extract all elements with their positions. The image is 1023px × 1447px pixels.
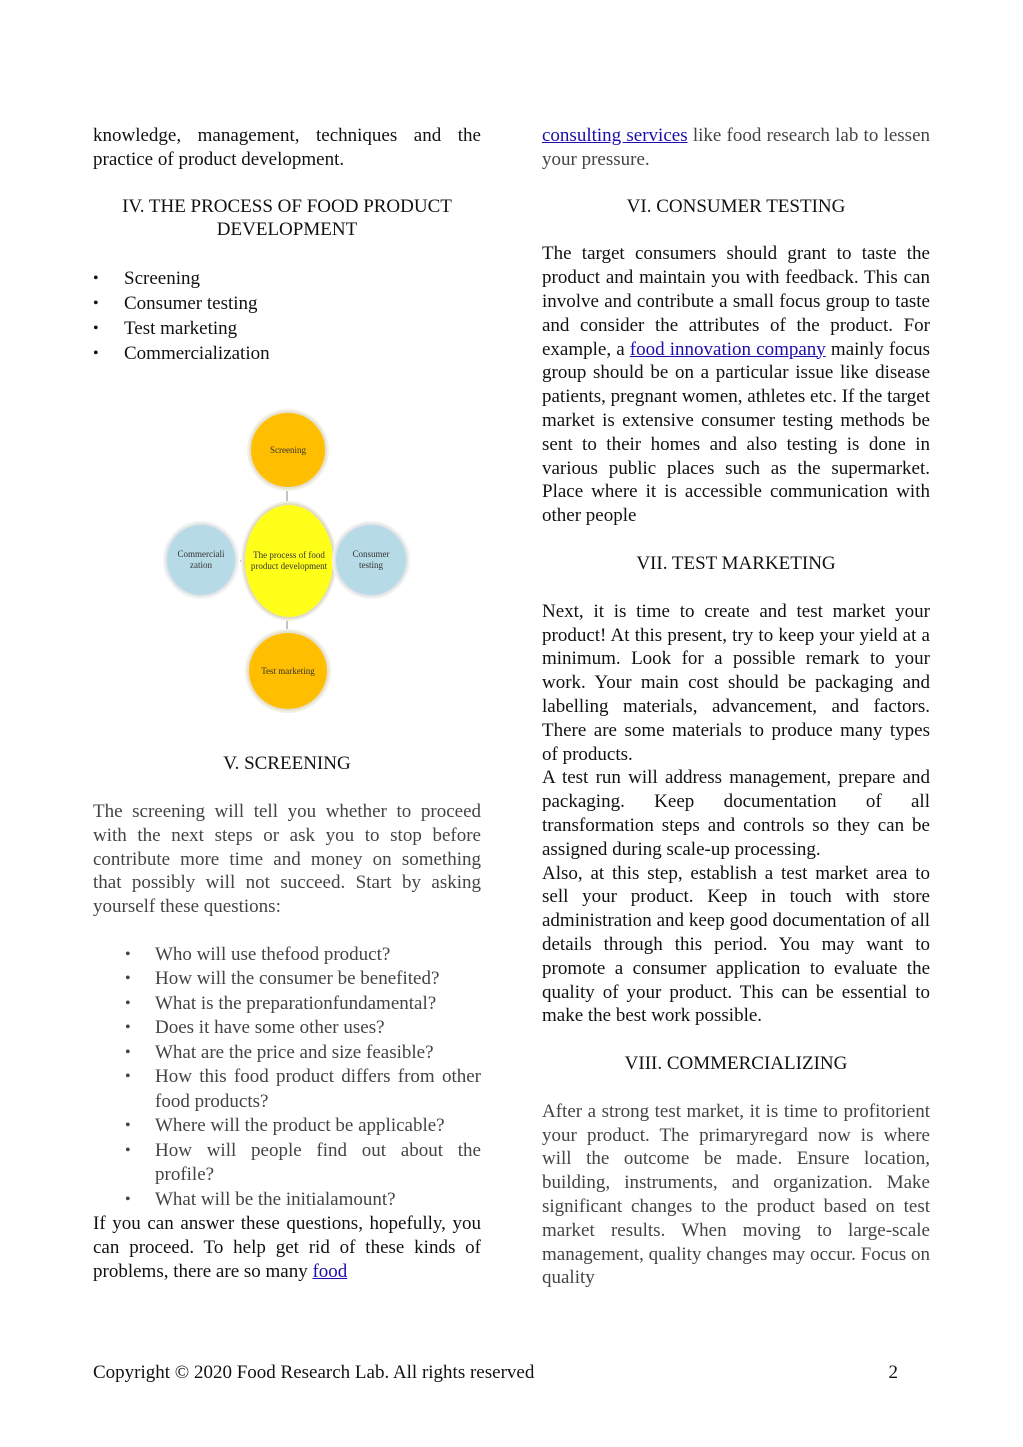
questions-list [93, 943, 481, 1213]
list-item: • How will people find out about the profile? [155, 1139, 481, 1188]
intro-paragraph: knowledge, management, techniques and the practice of product development. [93, 125, 481, 170]
commercialization-node: Commerciali zation [165, 523, 237, 597]
section-5-title: V. SCREENING [223, 753, 351, 775]
section-7-title: VII. TEST MARKETING [636, 552, 836, 574]
left-column [93, 124, 481, 1284]
right-column [542, 124, 930, 1290]
commercializing-paragraph: After a strong test market, it is time to profitorient your product. The primaryregard now is where will the outcome be made. Ensure location, building, instruments, and organization. Make significant changes to the product based on test market results. When moving to large-scale management, quality changes may occur. Focus on quality [542, 1100, 930, 1289]
list-item: • What are the price and size feasible? [155, 1041, 481, 1066]
stages-list [93, 266, 481, 366]
list-item: • Commercialization [93, 341, 481, 366]
consumer-text-part2: mainly focus group should be on a particular issue like disease patients, pregnant women, athletes etc. If the target market is extensive consumer testing methods be sent to their homes and also testing is done in various public places such as the supermarket. Place where it is accessible communication with other people [542, 338, 930, 527]
test-marketing-paragraph-1: Next, it is time to create and test market your product! At this present, try to keep your yield at a minimum. Look for a possible remark to your work. Your main cost should be packaging and labelling materials, advancement, and factors. There are some materials to produce many types of products. [542, 600, 930, 765]
consulting-services-link[interactable]: consulting services [542, 125, 688, 146]
process-diagram [163, 411, 423, 711]
consumer-testing-node: Consumer testing [334, 523, 408, 597]
test-marketing-paragraph-3: Also, at this step, establish a test market area to sell your product. Keep in touch with store administration and keep good documentation of all details through this period. You may want to promote a consumer application to evaluate the quality of your product. This can be essential to make the best work possible. [542, 862, 930, 1027]
closing-paragraph [93, 1212, 481, 1283]
test-marketing-paragraph-2: A test run will address management, prepare and packaging. Keep documentation of all transformation steps and controls so they can be assigned during scale-up processing. [542, 767, 930, 860]
test-marketing-node: Test marketing [247, 631, 329, 711]
page-number: 2 [888, 1362, 898, 1383]
food-innovation-company-link[interactable]: food innovation company [629, 338, 826, 360]
list-item: • How this food product differs from other food products? [155, 1065, 481, 1114]
section-4-title-line2: DEVELOPMENT [216, 219, 358, 241]
list-item: • What is the preparationfundamental? [155, 992, 481, 1017]
section-4-title [93, 195, 481, 243]
consulting-paragraph [542, 124, 930, 172]
list-item: • What will be the initialamount? [155, 1188, 481, 1213]
list-item: • Screening [93, 266, 481, 291]
page-footer [93, 1361, 898, 1385]
center-node: The process of food product development [243, 503, 335, 619]
section-6-title: VI. CONSUMER TESTING [626, 195, 846, 217]
list-item: • Consumer testing [93, 291, 481, 316]
copyright-text: Copyright © 2020 Food Research Lab. All rights reserved [93, 1362, 535, 1383]
list-item: • Where will the product be applicable? [155, 1114, 481, 1139]
screening-paragraph: The screening will tell you whether to proceed with the next steps or ask you to stop before contribute more time and money on something that possibly will not succeed. Start by asking yourself these questions: [93, 800, 481, 918]
closing-text: If you can answer these questions, hopefully, you can proceed. To help get rid of these kinds of problems, there are so many [93, 1213, 481, 1283]
list-item: • Who will use thefood product? [155, 943, 481, 968]
consumer-testing-paragraph [542, 242, 930, 528]
section-4-title-line1: IV. THE PROCESS OF FOOD PRODUCT [122, 195, 452, 217]
section-8-title: VIII. COMMERCIALIZING [624, 1053, 848, 1075]
consulting-text: like food research lab to lessen your pressure. [542, 125, 930, 170]
list-item: • Test marketing [93, 316, 481, 341]
list-item: • How will the consumer be benefited? [155, 967, 481, 992]
screening-node: Screening [249, 411, 327, 489]
food-link[interactable]: food [312, 1261, 348, 1283]
list-item: • Does it have some other uses? [155, 1016, 481, 1041]
consumer-text-part1: The target consumers should grant to taste the product and maintain you with feedback. This can involve and contribute a small focus group to taste and consider the attributes of the product. For example, a [542, 243, 930, 360]
